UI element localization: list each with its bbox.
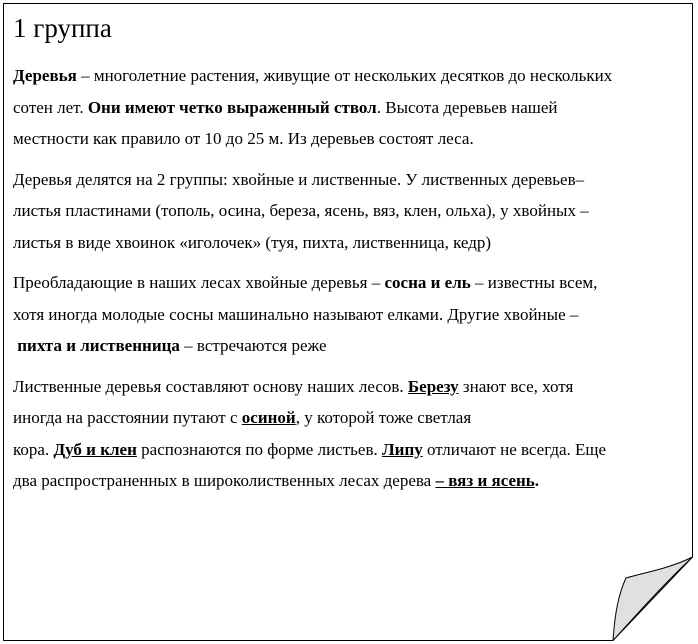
emphasis-birch: Березу [407,376,459,396]
emphasis-trunk: Они имеют четко выраженный ствол [87,97,377,117]
emphasis-pine-spruce: сосна и ель [384,273,471,292]
emphasis-linden: Липу [381,439,423,459]
paragraph-2 [13,164,683,259]
paragraph-4-line-2: иногда на расстоянии путают с осиной, у которой тоже светлая [13,408,472,427]
page-sheet [3,3,693,641]
paragraph-1-line-1: Деревья – многолетние растения, живущие от нескольких десятков до нескольких [13,66,613,85]
paragraph-3-line-2: хотя иногда молодые сосны машинально называют елками. Другие хвойные – [13,304,579,324]
paragraph-4 [13,371,683,497]
paragraph-2-line-2: листья пластинами (тополь, осина, береза, ясень, вяз, клен, ольха), у хвойных – [13,201,589,220]
paragraph-4-line-4: два распространенных в широколиственных лесах дерева – вяз и ясень. [13,471,540,490]
paragraph-2-line-1: Деревья делятся на 2 группы: хвойные и лиственные. У лиственных деревьев– [13,169,585,189]
paragraph-3 [13,267,683,362]
emphasis-aspen: осиной [241,408,296,427]
paragraph-2-line-3: листья в виде хвоинок «иголочек» (туя, пихта, лиственница, кедр) [13,232,492,252]
paragraph-1 [13,60,683,155]
paragraph-3-line-3: пихта и лиственница – встречаются реже [13,336,327,355]
emphasis-elm-ash: – вяз и ясень [435,471,535,490]
paragraph-1-line-2: сотен лет. Они имеют четко выраженный ствол. Высота деревьев нашей [13,97,558,117]
paragraph-1-line-3: местности как правило от 10 до 25 м. Из деревьев состоят леса. [13,129,474,148]
emphasis-fir-larch: пихта и лиственница [13,336,180,355]
document-body [13,11,683,506]
document-title: 1 группа [13,13,112,43]
paragraph-3-line-1: Преобладающие в наших лесах хвойные деревья – сосна и ель – известны всем, [13,273,598,292]
paragraph-4-line-3: кора. Дуб и клен распознаются по форме листьев. Липу отличают не всегда. Еще [13,439,607,459]
paragraph-4-line-1: Лиственные деревья составляют основу наших лесов. Березу знают все, хотя [13,376,574,396]
term-derevya: Деревья [13,66,77,85]
emphasis-oak-maple: Дуб и клен [53,439,137,459]
